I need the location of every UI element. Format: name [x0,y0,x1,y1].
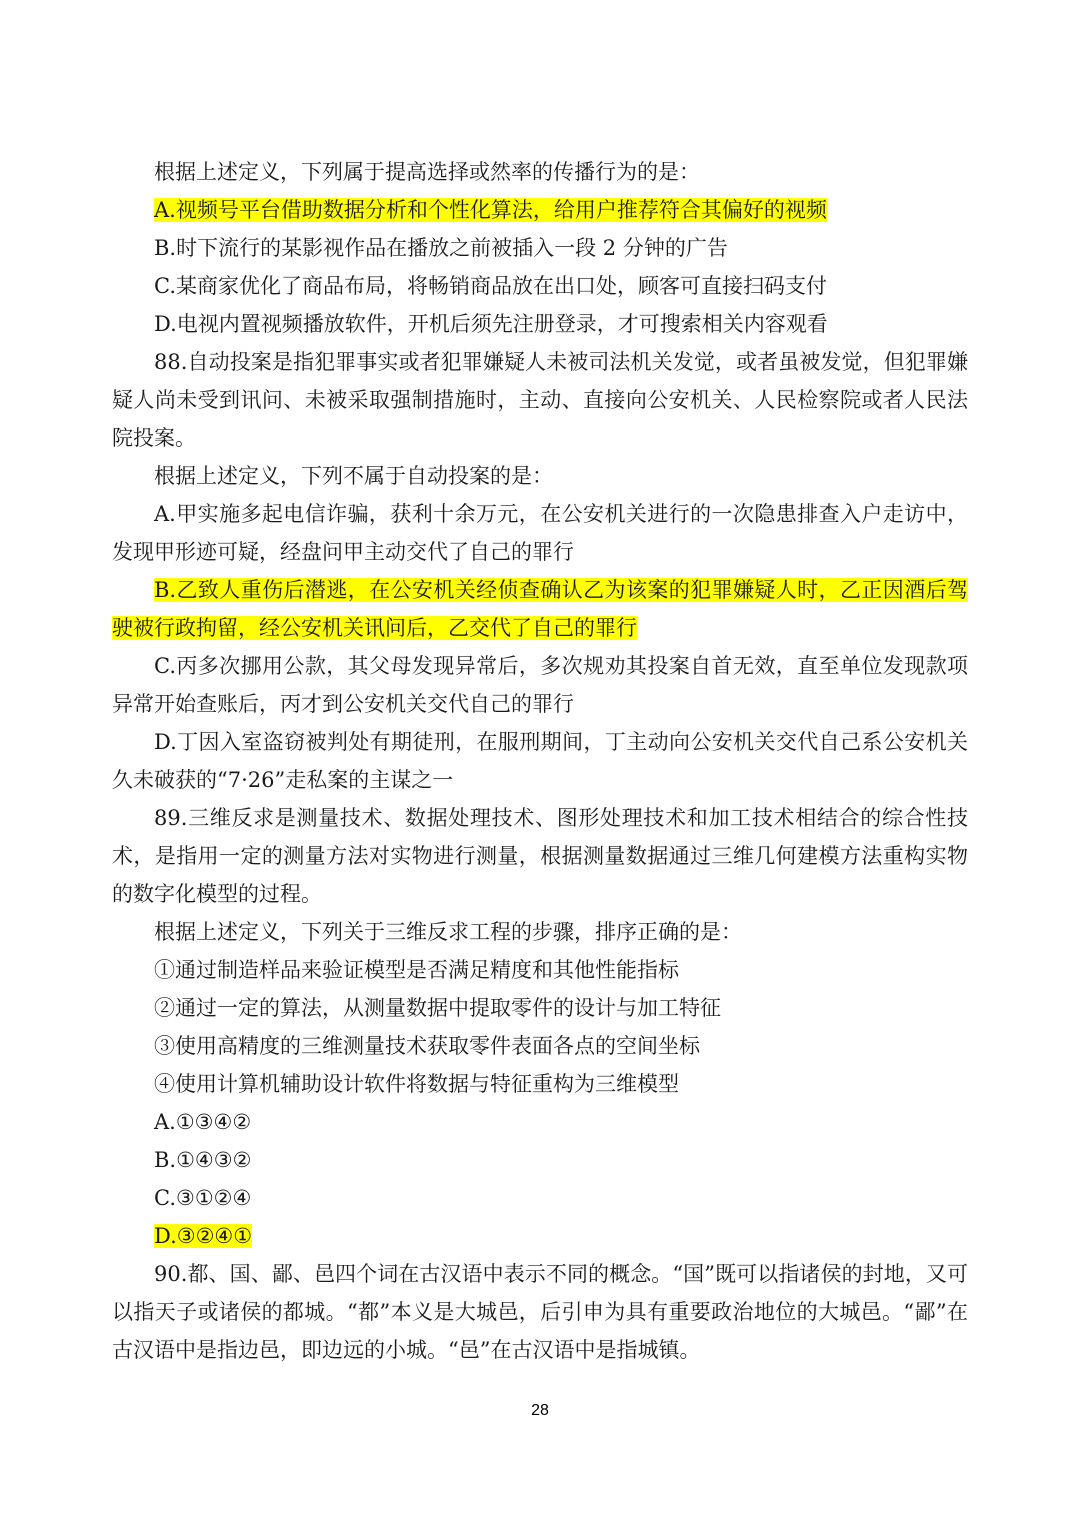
q87-option-a [112,191,968,229]
q89-option-d [112,1217,968,1255]
q89-step-1: ①通过制造样品来验证模型是否满足精度和其他性能指标 [154,958,679,982]
q87-option-c: C.某商家优化了商品布局，将畅销商品放在出口处，顾客可直接扫码支付 [154,274,827,298]
q89-step-3: ③使用高精度的三维测量技术获取零件表面各点的空间坐标 [154,1034,700,1058]
q87-option-b: B.时下流行的某影视作品在播放之前被插入一段 2 分钟的广告 [154,236,728,260]
page-number: 28 [531,1402,549,1419]
q89-option-b: B.①④③② [154,1148,252,1172]
q89-stem: 根据上述定义，下列关于三维反求工程的步骤，排序正确的是： [154,920,742,944]
highlighted-answer: D.③②④① [154,1224,253,1248]
q89-step-2: ②通过一定的算法，从测量数据中提取零件的设计与加工特征 [154,996,721,1020]
q88-stem: 根据上述定义，下列不属于自动投案的是： [154,464,553,488]
q90-definition: 90.都、国、鄙、邑四个词在古汉语中表示不同的概念。“国”既可以指诸侯的封地，又可以指天子或诸侯的都城。“都”本义是大城邑，后引申为具有重要政治地位的大城邑。“鄙”在古汉语中是指边邑，即边远的小城。“邑”在古汉语中是指城镇。 [112,1262,968,1362]
highlighted-answer: B.乙致人重伤后潜逃，在公安机关经侦查确认乙为该案的犯罪嫌疑人时，乙正因酒后驾驶被行政拘留，经公安机关讯问后，乙交代了自己的罪行 [112,578,968,640]
q89-option-a: A.①③④② [154,1110,252,1134]
q88-option-c: C.丙多次挪用公款，其父母发现异常后，多次规劝其投案自首无效，直至单位发现款项异常开始查账后，丙才到公安机关交代自己的罪行 [112,654,968,716]
q87-option-d: D.电视内置视频播放软件，开机后须先注册登录，才可搜索相关内容观看 [154,312,828,336]
q88-option-b [112,571,968,647]
q88-option-a: A.甲实施多起电信诈骗，获利十余万元，在公安机关进行的一次隐患排查入户走访中，发现甲形迹可疑，经盘问甲主动交代了自己的罪行 [112,502,968,564]
highlighted-answer: A.视频号平台借助数据分析和个性化算法，给用户推荐符合其偏好的视频 [154,198,827,222]
q87-stem: 根据上述定义，下列属于提高选择或然率的传播行为的是： [154,160,700,184]
q88-option-d: D.丁因入室盗窃被判处有期徒刑，在服刑期间，丁主动向公安机关交代自己系公安机关久未破获的“7·26”走私案的主谋之一 [112,730,968,792]
q88-definition: 88.自动投案是指犯罪事实或者犯罪嫌疑人未被司法机关发觉，或者虽被发觉，但犯罪嫌疑人尚未受到讯问、未被采取强制措施时，主动、直接向公安机关、人民检察院或者人民法院投案。 [112,350,968,450]
q89-step-4: ④使用计算机辅助设计软件将数据与特征重构为三维模型 [154,1072,679,1096]
q89-option-c: C.③①②④ [154,1186,252,1210]
page-content [112,153,968,1369]
q89-definition: 89.三维反求是测量技术、数据处理技术、图形处理技术和加工技术相结合的综合性技术，是指用一定的测量方法对实物进行测量，根据测量数据通过三维几何建模方法重构实物的数字化模型的过程。 [112,806,968,906]
